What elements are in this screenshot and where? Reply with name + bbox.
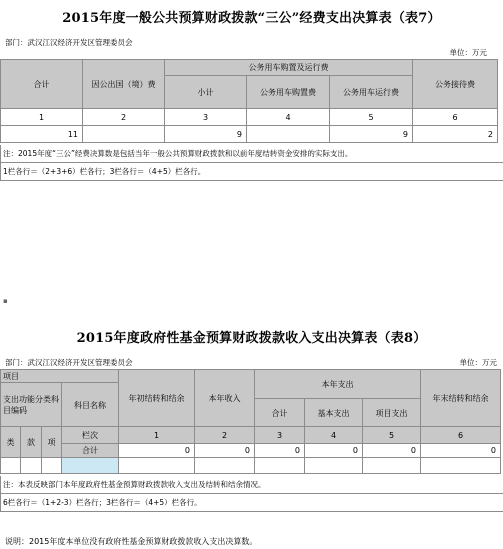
table7-note1: 注：2015年度“三公”经费决算数是包括当年一般公共预算财政拨款和以前年度结转资金安排的实际支出。 xyxy=(0,145,503,163)
value-cell[interactable]: 0 xyxy=(195,444,255,458)
header-end: 年末结转和结余 xyxy=(421,370,501,428)
header-xiang: 项 xyxy=(42,427,62,458)
header-total: 合计 xyxy=(1,60,83,109)
header-subtotal: 小计 xyxy=(165,76,247,109)
table8 xyxy=(0,369,501,428)
header-project: 项目支出 xyxy=(363,399,421,428)
total-label: 合计 xyxy=(62,444,119,458)
value-cell[interactable]: 2 xyxy=(413,126,498,143)
col-number: 1 xyxy=(119,427,195,444)
header-vehicle-group: 公务用车购置及运行费 xyxy=(165,60,413,76)
col-number: 1 xyxy=(1,109,83,126)
table8-unit: 单位：万元 xyxy=(459,358,497,367)
table8-note1: 注：本表反映部门本年度政府性基金预算财政拨款收入支出及结转和结余情况。 xyxy=(0,476,503,494)
col-number: 2 xyxy=(195,427,255,444)
empty-cell[interactable] xyxy=(305,458,363,474)
header-code: 支出功能分类科目编码 xyxy=(1,383,62,428)
header-subtotal: 合计 xyxy=(255,399,305,428)
table8-department: 部门：武汉江汉经济开发区管理委员会 xyxy=(5,358,133,367)
header-abroad: 因公出国（境）费 xyxy=(83,60,165,109)
table8-explanation: 说明：2015年度本单位没有政府性基金预算财政拨款收入支出决算数。 xyxy=(5,537,258,546)
header-basic: 基本支出 xyxy=(305,399,363,428)
value-cell[interactable]: 9 xyxy=(165,126,247,143)
table8-body xyxy=(0,426,501,474)
header-expend-group: 本年支出 xyxy=(255,370,421,399)
value-cell[interactable]: 0 xyxy=(119,444,195,458)
empty-cell[interactable] xyxy=(119,458,195,474)
empty-cell[interactable] xyxy=(42,458,62,474)
header-item: 项目 xyxy=(1,370,119,383)
table7-note2: 1栏各行＝（2+3+6）栏各行；3栏各行＝（4+5）栏各行。 xyxy=(0,163,503,181)
empty-cell[interactable] xyxy=(255,458,305,474)
col-number: 2 xyxy=(83,109,165,126)
header-lei: 类 xyxy=(1,427,21,458)
table7 xyxy=(0,59,498,143)
empty-cell[interactable] xyxy=(363,458,421,474)
header-purchase: 公务用车购置费 xyxy=(247,76,330,109)
header-reception: 公务接待费 xyxy=(413,60,498,109)
note-border xyxy=(0,145,1,181)
value-cell[interactable]: 11 xyxy=(1,126,83,143)
empty-cell[interactable] xyxy=(21,458,42,474)
header-lanci: 栏次 xyxy=(62,427,119,444)
header-kuan: 款 xyxy=(21,427,42,458)
note-border xyxy=(0,476,1,512)
value-cell[interactable]: 0 xyxy=(421,444,501,458)
header-name: 科目名称 xyxy=(62,383,119,428)
table8-note2: 6栏各行＝（1+2-3）栏各行；3栏各行＝（4+5）栏各行。 xyxy=(0,494,503,512)
empty-cell[interactable] xyxy=(1,458,21,474)
empty-cell[interactable] xyxy=(195,458,255,474)
table7-department: 部门：武汉江汉经济开发区管理委员会 xyxy=(5,38,133,47)
selected-cell[interactable] xyxy=(62,458,119,474)
col-number: 4 xyxy=(305,427,363,444)
page-break-marker: ▪ xyxy=(3,297,8,305)
value-cell[interactable] xyxy=(83,126,165,143)
header-begin: 年初结转和结余 xyxy=(119,370,195,428)
col-number: 5 xyxy=(363,427,421,444)
table7-title: 2015年度一般公共预算财政拨款“三公”经费支出决算表（表7） xyxy=(62,11,441,26)
col-number: 3 xyxy=(165,109,247,126)
table8-title: 2015年度政府性基金预算财政拨款收入支出决算表（表8） xyxy=(76,331,427,346)
value-cell[interactable] xyxy=(247,126,330,143)
col-number: 6 xyxy=(413,109,498,126)
col-number: 4 xyxy=(247,109,330,126)
empty-cell[interactable] xyxy=(421,458,501,474)
value-cell[interactable]: 0 xyxy=(305,444,363,458)
col-number: 3 xyxy=(255,427,305,444)
header-income: 本年收入 xyxy=(195,370,255,428)
table7-unit: 单位：万元 xyxy=(449,48,487,57)
col-number: 6 xyxy=(421,427,501,444)
col-number: 5 xyxy=(330,109,413,126)
value-cell[interactable]: 9 xyxy=(330,126,413,143)
value-cell[interactable]: 0 xyxy=(363,444,421,458)
value-cell[interactable]: 0 xyxy=(255,444,305,458)
header-operation: 公务用车运行费 xyxy=(330,76,413,109)
